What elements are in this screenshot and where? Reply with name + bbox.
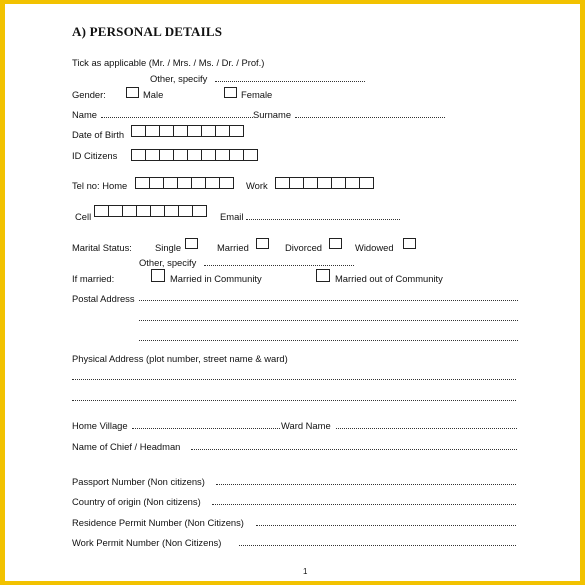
dob-cell[interactable] [215, 125, 230, 137]
ward-name-label: Ward Name [281, 420, 331, 431]
tel-work-cell[interactable] [331, 177, 346, 189]
form-page [5, 4, 580, 581]
tel-home-cell[interactable] [205, 177, 220, 189]
tel-home-cell[interactable] [135, 177, 150, 189]
physical-field-line-1[interactable] [72, 379, 516, 380]
home-village-field[interactable] [132, 428, 280, 429]
id-cell[interactable] [131, 149, 146, 161]
country-label: Country of origin (Non citizens) [72, 496, 201, 507]
title-other-field[interactable] [215, 81, 365, 82]
cell-phone-cell[interactable] [108, 205, 123, 217]
ward-name-field[interactable] [336, 428, 517, 429]
female-label: Female [241, 89, 273, 100]
in-community-label: Married in Community [170, 273, 262, 284]
dob-cell[interactable] [173, 125, 188, 137]
chief-field[interactable] [191, 449, 517, 450]
tel-home-boxes[interactable] [135, 177, 233, 189]
tel-home-cell[interactable] [163, 177, 178, 189]
tel-work-cell[interactable] [275, 177, 290, 189]
tel-work-cell[interactable] [303, 177, 318, 189]
email-label: Email [220, 211, 244, 222]
tel-work-cell[interactable] [345, 177, 360, 189]
id-label: ID Citizens [72, 150, 118, 161]
title-instruction: Tick as applicable (Mr. / Mrs. / Ms. / Dr. / Prof.) [72, 57, 265, 68]
tel-home-cell[interactable] [191, 177, 206, 189]
if-married-label: If married: [72, 273, 115, 284]
work-permit-label: Work Permit Number (Non Citizens) [72, 537, 222, 548]
male-label: Male [143, 89, 164, 100]
in-community-checkbox[interactable] [151, 269, 165, 282]
surname-label: Surname [253, 109, 292, 120]
widowed-checkbox[interactable] [403, 238, 416, 249]
id-boxes[interactable] [131, 149, 257, 161]
cell-phone-cell[interactable] [150, 205, 165, 217]
divorced-checkbox[interactable] [329, 238, 342, 249]
tel-home-cell[interactable] [219, 177, 234, 189]
section-title: A) PERSONAL DETAILS [72, 24, 223, 39]
single-label: Single [155, 242, 182, 253]
residence-field[interactable] [256, 525, 516, 526]
dob-cell[interactable] [187, 125, 202, 137]
postal-label: Postal Address [72, 293, 135, 304]
chief-label: Name of Chief / Headman [72, 441, 181, 452]
tel-home-label: Tel no: Home [72, 180, 128, 191]
out-of-community-label: Married out of Community [335, 273, 443, 284]
cell-boxes[interactable] [94, 205, 206, 217]
dob-cell[interactable] [229, 125, 244, 137]
tel-work-boxes[interactable] [275, 177, 373, 189]
id-cell[interactable] [159, 149, 174, 161]
id-cell[interactable] [229, 149, 244, 161]
cell-phone-cell[interactable] [178, 205, 193, 217]
cell-phone-cell[interactable] [136, 205, 151, 217]
dob-cell[interactable] [145, 125, 160, 137]
postal-field-line-2[interactable] [139, 320, 518, 321]
postal-field-line-3[interactable] [139, 340, 518, 341]
cell-phone-cell[interactable] [164, 205, 179, 217]
cell-phone-cell[interactable] [192, 205, 207, 217]
tel-work-cell[interactable] [359, 177, 374, 189]
marital-label: Marital Status: [72, 242, 132, 253]
dob-cell[interactable] [159, 125, 174, 137]
dob-cell[interactable] [201, 125, 216, 137]
male-checkbox[interactable] [126, 87, 139, 98]
marital-other-field[interactable] [204, 265, 354, 266]
passport-field[interactable] [216, 484, 516, 485]
tel-work-label: Work [246, 180, 268, 191]
female-checkbox[interactable] [224, 87, 237, 98]
country-field[interactable] [212, 504, 516, 505]
marital-other-label: Other, specify [139, 257, 197, 268]
id-cell[interactable] [215, 149, 230, 161]
title-other-label: Other, specify [150, 73, 208, 84]
id-cell[interactable] [145, 149, 160, 161]
tel-home-cell[interactable] [149, 177, 164, 189]
dob-label: Date of Birth [72, 129, 125, 140]
cell-phone-cell[interactable] [94, 205, 109, 217]
name-label: Name [72, 109, 98, 120]
out-of-community-checkbox[interactable] [316, 269, 330, 282]
widowed-label: Widowed [355, 242, 394, 253]
surname-field[interactable] [295, 117, 445, 118]
married-checkbox[interactable] [256, 238, 269, 249]
married-label: Married [217, 242, 249, 253]
id-cell[interactable] [173, 149, 188, 161]
cell-phone-cell[interactable] [122, 205, 137, 217]
tel-home-cell[interactable] [177, 177, 192, 189]
name-field[interactable] [101, 117, 253, 118]
gender-label: Gender: [72, 89, 106, 100]
physical-field-line-2[interactable] [72, 400, 516, 401]
cell-label: Cell [75, 211, 92, 222]
page-number: 1 [303, 567, 308, 576]
home-village-label: Home Village [72, 420, 128, 431]
email-field[interactable] [246, 219, 400, 220]
dob-boxes[interactable] [131, 125, 243, 137]
single-checkbox[interactable] [185, 238, 198, 249]
dob-cell[interactable] [131, 125, 146, 137]
physical-label: Physical Address (plot number, street name & ward) [72, 353, 288, 364]
residence-label: Residence Permit Number (Non Citizens) [72, 517, 244, 528]
divorced-label: Divorced [285, 242, 322, 253]
id-cell[interactable] [243, 149, 258, 161]
postal-field-line-1[interactable] [139, 300, 518, 301]
tel-work-cell[interactable] [317, 177, 332, 189]
id-cell[interactable] [201, 149, 216, 161]
work-permit-field[interactable] [239, 545, 516, 546]
tel-work-cell[interactable] [289, 177, 304, 189]
id-cell[interactable] [187, 149, 202, 161]
passport-label: Passport Number (Non citizens) [72, 476, 205, 487]
